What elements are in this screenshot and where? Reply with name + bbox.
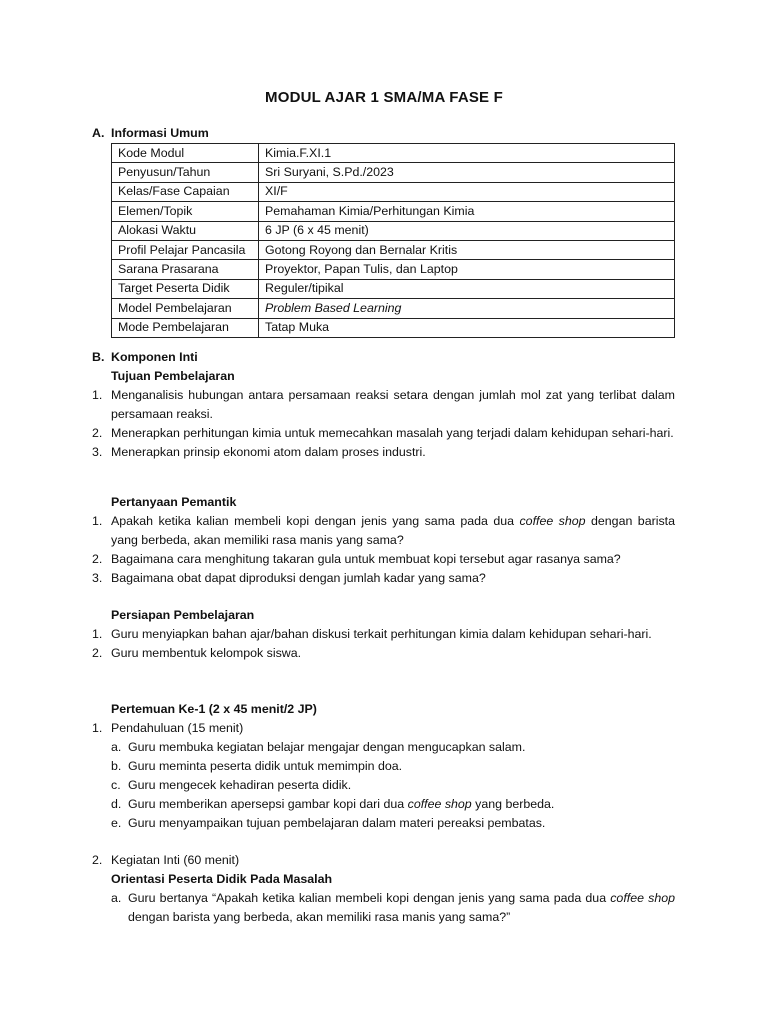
table-row xyxy=(112,240,675,259)
table-key-cell: Elemen/Topik xyxy=(112,202,259,221)
orientasi-step-a-rest: dengan barista yang berbeda, akan memiliki rasa manis yang sama?” xyxy=(128,910,511,924)
pertemuan-section xyxy=(92,700,675,833)
pemantik-q1-rest: dengan barista yang berbeda, akan memiliki rasa manis yang sama? xyxy=(111,514,675,547)
table-value-cell: Sri Suryani, S.Pd./2023 xyxy=(259,163,675,182)
section-b-title: Komponen Inti xyxy=(111,350,198,364)
table-row xyxy=(112,299,675,318)
table-key-cell: Sarana Prasarana xyxy=(112,260,259,279)
table-key-cell: Target Peserta Didik xyxy=(112,279,259,298)
persiapan-list xyxy=(92,625,675,663)
table-key-cell: Mode Pembelajaran xyxy=(112,318,259,337)
list-item: c. Guru mengecek kehadiran peserta didik. xyxy=(111,778,352,792)
pemantik-q3: Bagaimana obat dapat diproduksi dengan jumlah kadar yang sama? xyxy=(111,571,486,585)
pendahuluan-step-a: Guru membuka kegiatan belajar mengajar dengan mengucapkan salam. xyxy=(128,740,526,754)
section-b-heading xyxy=(92,348,198,367)
section-a-heading xyxy=(92,124,209,143)
table-key-cell: Kode Modul xyxy=(112,144,259,163)
persiapan-heading: Persiapan Pembelajaran xyxy=(111,608,255,622)
table-row xyxy=(112,318,675,337)
list-item: 1. Pendahuluan (15 menit) a. Guru membuka kegiatan belajar mengajar dengan mengucapkan salam. b. Guru meminta peserta didik untuk memimpin doa. c. Guru mengecek kehadiran peserta didik. d. Guru memberikan apersepsi gambar kopi dari dua coffee shop yang berbeda. e. Guru menyampaikan tujuan pembelajaran dalam materi pereaksi pembatas. xyxy=(92,719,675,833)
table-value-cell: Kimia.F.XI.1 xyxy=(259,144,675,163)
table-row xyxy=(112,182,675,201)
table-value-cell: 6 JP (6 x 45 menit) xyxy=(259,221,675,240)
table-key-cell: Alokasi Waktu xyxy=(112,221,259,240)
orientasi-step-a-em: coffee shop xyxy=(610,891,675,905)
pendahuluan-step-b: Guru meminta peserta didik untuk memimpin doa. xyxy=(128,759,403,773)
info-table xyxy=(111,143,675,338)
page-title: MODUL AJAR 1 SMA/MA FASE F xyxy=(265,89,503,106)
table-row xyxy=(112,163,675,182)
table-row xyxy=(112,221,675,240)
table-key-cell: Penyusun/Tahun xyxy=(112,163,259,182)
table-value-cell: Gotong Royong dan Bernalar Kritis xyxy=(259,240,675,259)
table-value-cell: Proyektor, Papan Tulis, dan Laptop xyxy=(259,260,675,279)
kegiatan-inti-label: Kegiatan Inti (60 menit) xyxy=(111,853,240,867)
table-row xyxy=(112,144,675,163)
pendahuluan-step-d-text: Guru memberikan apersepsi gambar kopi dari dua xyxy=(128,797,408,811)
pendahuluan-step-d-rest: yang berbeda. xyxy=(471,797,555,811)
list-item: a. Guru membuka kegiatan belajar mengajar dengan mengucapkan salam. xyxy=(111,740,526,754)
table-value-cell: XI/F xyxy=(259,182,675,201)
pemantik-section xyxy=(92,493,675,588)
kegiatan-inti-list xyxy=(92,851,675,927)
table-value-cell: Problem Based Learning xyxy=(259,299,675,318)
table-value-cell: Pemahaman Kimia/Perhitungan Kimia xyxy=(259,202,675,221)
tujuan-list xyxy=(92,386,675,462)
table-value-cell: Reguler/tipikal xyxy=(259,279,675,298)
section-a-letter: A. xyxy=(92,126,105,140)
list-item: 3. Bagaimana obat dapat diproduksi dengan jumlah kadar yang sama? xyxy=(92,571,486,585)
list-item: 2. Kegiatan Inti (60 menit) Orientasi Peserta Didik Pada Masalah a. Guru bertanya “Apakah ketika kalian membeli kopi dengan jenis yang sama pada dua coffee shop dengan barista yang berbeda, akan memiliki rasa manis yang sama?” xyxy=(92,851,675,927)
pemantik-q1-text: Apakah ketika kalian membeli kopi dengan jenis yang sama pada dua xyxy=(111,514,520,528)
pemantik-q1-em: coffee shop xyxy=(519,514,586,528)
table-row xyxy=(112,202,675,221)
table-key-cell: Model Pembelajaran xyxy=(112,299,259,318)
tujuan-section xyxy=(92,367,675,462)
orientasi-step-a-text: Guru bertanya “Apakah ketika kalian membeli kopi dengan jenis yang sama pada dua xyxy=(128,891,611,905)
persiapan-item-2: Guru membentuk kelompok siswa. xyxy=(111,646,302,660)
orientasi-steps xyxy=(111,889,675,927)
pemantik-heading: Pertanyaan Pemantik xyxy=(111,495,237,509)
table-row xyxy=(112,279,675,298)
tujuan-heading: Tujuan Pembelajaran xyxy=(111,369,235,383)
list-item: 1. Apakah ketika kalian membeli kopi dengan jenis yang sama pada dua coffee shop dengan barista yang berbeda, akan memiliki rasa manis yang sama? xyxy=(92,514,675,547)
list-item: e. Guru menyampaikan tujuan pembelajaran dalam materi pereaksi pembatas. xyxy=(111,816,546,830)
pendahuluan-label: Pendahuluan (15 menit) xyxy=(111,721,244,735)
tujuan-item-3: Menerapkan prinsip ekonomi atom dalam proses industri. xyxy=(111,445,426,459)
pertemuan-list xyxy=(92,719,675,833)
pemantik-q2: Bagaimana cara menghitung takaran gula untuk membuat kopi tersebut agar rasanya sama? xyxy=(111,552,621,566)
table-key-cell: Profil Pelajar Pancasila xyxy=(112,240,259,259)
list-item: b. Guru meminta peserta didik untuk memimpin doa. xyxy=(111,759,403,773)
list-item: 3. Menerapkan prinsip ekonomi atom dalam proses industri. xyxy=(92,445,426,459)
persiapan-item-1: Guru menyiapkan bahan ajar/bahan diskusi terkait perhitungan kimia dalam kehidupan sehari-hari. xyxy=(111,627,652,641)
section-b-letter: B. xyxy=(92,350,105,364)
list-item: 2. Menerapkan perhitungan kimia untuk memecahkan masalah yang terjadi dalam kehidupan sehari-hari. xyxy=(92,426,674,440)
list-item: 1. Menganalisis hubungan antara persamaan reaksi setara dengan jumlah mol zat yang terlibat dalam persamaan reaksi. xyxy=(92,388,675,421)
list-item: a. Guru bertanya “Apakah ketika kalian membeli kopi dengan jenis yang sama pada dua coffee shop dengan barista yang berbeda, akan memiliki rasa manis yang sama?” xyxy=(111,891,675,924)
pendahuluan-step-c: Guru mengecek kehadiran peserta didik. xyxy=(128,778,352,792)
persiapan-section xyxy=(92,606,675,663)
list-item: 2. Bagaimana cara menghitung takaran gula untuk membuat kopi tersebut agar rasanya sama? xyxy=(92,552,621,566)
pendahuluan-step-e: Guru menyampaikan tujuan pembelajaran dalam materi pereaksi pembatas. xyxy=(128,816,546,830)
table-row xyxy=(112,260,675,279)
kegiatan-inti-section xyxy=(92,851,675,927)
list-item: 1. Guru menyiapkan bahan ajar/bahan diskusi terkait perhitungan kimia dalam kehidupan sehari-hari. xyxy=(92,627,652,641)
orientasi-heading: Orientasi Peserta Didik Pada Masalah xyxy=(111,872,333,886)
table-value-cell: Tatap Muka xyxy=(259,318,675,337)
pemantik-list xyxy=(92,512,675,588)
tujuan-item-2: Menerapkan perhitungan kimia untuk memecahkan masalah yang terjadi dalam kehidupan sehari-hari. xyxy=(111,426,674,440)
pendahuluan-step-d-em: coffee shop xyxy=(407,797,472,811)
tujuan-item-1: Menganalisis hubungan antara persamaan reaksi setara dengan jumlah mol zat yang terlibat dalam persamaan reaksi. xyxy=(111,388,675,421)
list-item: 2. Guru membentuk kelompok siswa. xyxy=(92,646,302,660)
table-key-cell: Kelas/Fase Capaian xyxy=(112,182,259,201)
list-item: d. Guru memberikan apersepsi gambar kopi dari dua coffee shop yang berbeda. xyxy=(111,797,555,811)
pendahuluan-steps xyxy=(111,738,675,833)
pertemuan-heading: Pertemuan Ke-1 (2 x 45 menit/2 JP) xyxy=(111,702,317,716)
section-a-title: Informasi Umum xyxy=(111,126,209,140)
